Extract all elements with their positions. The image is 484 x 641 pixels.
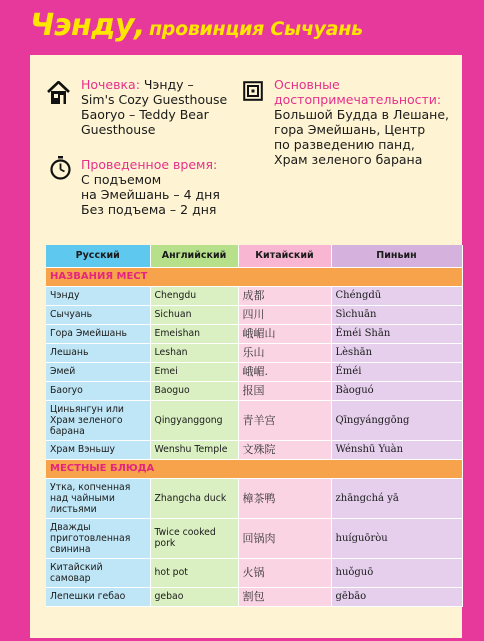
time-line: Без подъема – 2 дня xyxy=(81,202,217,217)
cell-russian: Циньянгун или Храм зеленого барана xyxy=(46,400,150,440)
table-row xyxy=(46,381,462,400)
cell-pinyin: gēbāo xyxy=(331,587,462,606)
cell-chinese: 回锅肉 xyxy=(238,518,331,558)
cell-pinyin: Wénshū Yuàn xyxy=(331,440,462,459)
cell-english: Chengdu xyxy=(150,286,238,305)
cell-pinyin: huǒguō xyxy=(331,558,462,587)
cell-chinese: 峨嵋. xyxy=(238,362,331,381)
section-title: НАЗВАНИЯ МЕСТ xyxy=(46,267,462,286)
lodging-line: Guesthouse xyxy=(81,122,156,137)
cell-chinese: 青羊宫 xyxy=(238,400,331,440)
cell-russian: Китайский самовар xyxy=(46,558,150,587)
table-row xyxy=(46,362,462,381)
cell-russian: Дважды приготовленная свинина xyxy=(46,518,150,558)
cell-english: Zhangcha duck xyxy=(150,478,238,518)
col-header-english: Английский xyxy=(150,245,238,267)
lodging-line: Чэнду – xyxy=(139,77,194,92)
cell-russian: Чэнду xyxy=(46,286,150,305)
title-province: провинция Сычуань xyxy=(148,18,363,40)
cell-english: Twice cooked pork xyxy=(150,518,238,558)
table-row xyxy=(46,440,462,459)
cell-russian: Утка, копченная над чайными листьями xyxy=(46,478,150,518)
table-row xyxy=(46,558,462,587)
cell-pinyin: Bàoguó xyxy=(331,381,462,400)
section-row-places xyxy=(46,267,462,286)
cell-pinyin: Éméi xyxy=(331,362,462,381)
page-title xyxy=(30,8,363,48)
sights-line: гора Эмейшань, Центр xyxy=(274,122,426,137)
cell-chinese: 峨嵋山 xyxy=(238,324,331,343)
cell-pinyin: Éméi Shān xyxy=(331,324,462,343)
section-title: МЕСТНЫЕ БЛЮДА xyxy=(46,459,462,478)
table-row xyxy=(46,518,462,558)
cell-chinese: 割包 xyxy=(238,587,331,606)
cell-pinyin: Lèshān xyxy=(331,343,462,362)
sights-line: Большой Будда в Лешане, xyxy=(274,107,450,122)
lodging-line: Баоryo – Teddy Bear xyxy=(81,107,209,122)
cell-english: hot pot xyxy=(150,558,238,587)
table-row xyxy=(46,286,462,305)
cell-pinyin: Chéngdū xyxy=(331,286,462,305)
lodging-label: Ночевка: xyxy=(81,77,140,92)
cell-english: Leshan xyxy=(150,343,238,362)
clock-icon xyxy=(50,156,71,180)
sights-line: Храм зеленого барана xyxy=(274,152,423,167)
sights-label: Основные xyxy=(274,77,340,92)
landmark-icon xyxy=(243,81,263,101)
cell-chinese: 乐山 xyxy=(238,343,331,362)
time-label: Проведенное время: xyxy=(81,157,218,172)
col-header-chinese: Китайский xyxy=(238,245,331,267)
cell-russian: Эмей xyxy=(46,362,150,381)
cell-pinyin: Qīngyánggōng xyxy=(331,400,462,440)
col-header-russian: Русский xyxy=(46,245,150,267)
cell-russian: Гора Эмейшань xyxy=(46,324,150,343)
sights-info xyxy=(274,77,449,167)
cell-russian: Баоryo xyxy=(46,381,150,400)
cell-chinese: 火锅 xyxy=(238,558,331,587)
cell-pinyin: zhāngchá yā xyxy=(331,478,462,518)
col-header-pinyin: Пиньин xyxy=(331,245,462,267)
cell-english: Qingyanggong xyxy=(150,400,238,440)
sights-label: достопримечательности: xyxy=(274,92,442,107)
time-line: С подъемом xyxy=(81,172,162,187)
info-card xyxy=(30,55,462,638)
cell-russian: Лепешки гебао xyxy=(46,587,150,606)
cell-russian: Храм Вэньшу xyxy=(46,440,150,459)
cell-english: Sichuan xyxy=(150,305,238,324)
cell-chinese: 成都 xyxy=(238,286,331,305)
section-row-dishes xyxy=(46,459,462,478)
cell-chinese: 四川 xyxy=(238,305,331,324)
cell-english: Wenshu Temple xyxy=(150,440,238,459)
time-info xyxy=(81,157,220,217)
cell-chinese: 樟茶鸭 xyxy=(238,478,331,518)
table-row xyxy=(46,343,462,362)
cell-russian: Сычуань xyxy=(46,305,150,324)
title-city: Чэнду, xyxy=(30,8,145,43)
cell-english: Emei xyxy=(150,362,238,381)
cell-pinyin: huíguōròu xyxy=(331,518,462,558)
cell-pinyin: Sìchuān xyxy=(331,305,462,324)
table-row xyxy=(46,305,462,324)
cell-chinese: 文殊院 xyxy=(238,440,331,459)
house-icon xyxy=(47,81,70,106)
time-line: на Эмейшань – 4 дня xyxy=(81,187,220,202)
table-row xyxy=(46,324,462,343)
phrase-table xyxy=(46,245,463,607)
cell-chinese: 报国 xyxy=(238,381,331,400)
table-row xyxy=(46,587,462,606)
cell-russian: Лешань xyxy=(46,343,150,362)
lodging-line: Sim's Cozy Guesthouse xyxy=(81,92,228,107)
table-row xyxy=(46,478,462,518)
cell-english: Emeishan xyxy=(150,324,238,343)
cell-english: gebao xyxy=(150,587,238,606)
sights-line: по разведению панд, xyxy=(274,137,415,152)
table-header-row xyxy=(46,245,462,267)
cell-english: Baoguo xyxy=(150,381,238,400)
lodging-info xyxy=(81,77,227,137)
table-row xyxy=(46,400,462,440)
